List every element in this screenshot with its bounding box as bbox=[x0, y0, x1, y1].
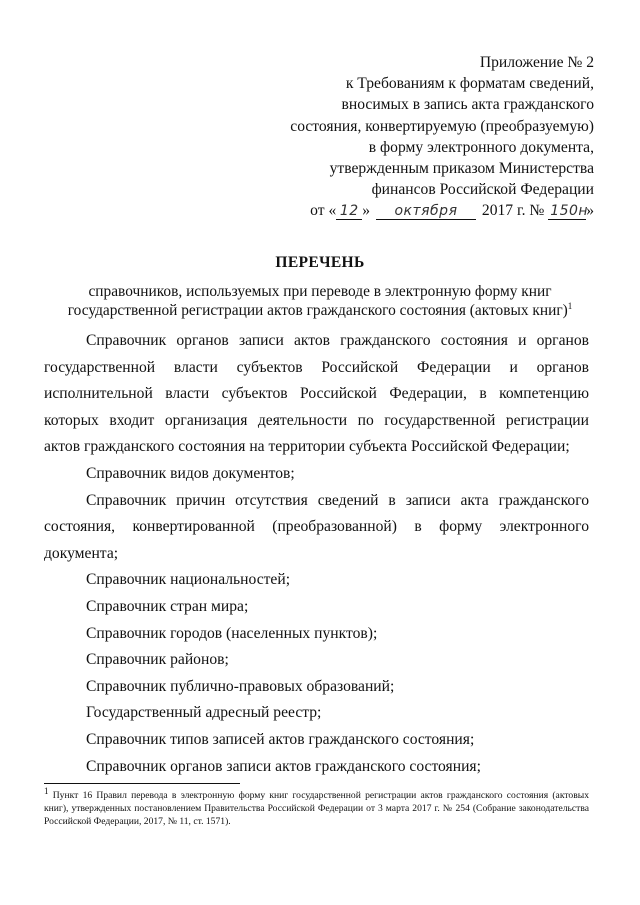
order-prefix: от « bbox=[310, 202, 337, 220]
document-subtitle bbox=[60, 283, 580, 320]
header-line: финансов Российской Федерации bbox=[371, 181, 594, 199]
header-line: Приложение № 2 bbox=[479, 54, 594, 71]
list-item: Справочник городов (населенных пунктов); bbox=[86, 624, 378, 642]
list-item: Справочник типов записей актов гражданского состояния; bbox=[86, 730, 475, 748]
list-item: Справочник органов записи актов гражданского состояния и органов государственной власти субъектов Российской Федерации и органов исполнительной власти субъектов Российской Федерации, в компетенцию которых входит организация деятельности по государственной регистрации актов гражданского состояния на территории субъекта Российской Федерации; bbox=[44, 332, 589, 456]
order-suffix: » bbox=[586, 202, 594, 220]
header-line: вносимых в запись акта гражданского bbox=[341, 96, 594, 114]
appendix-header bbox=[290, 52, 594, 222]
footnote-reference: 1 bbox=[567, 300, 573, 311]
list-item: Справочник национальностей; bbox=[86, 571, 291, 589]
list-item: Справочник видов документов; bbox=[86, 464, 295, 482]
document-title: ПЕРЕЧЕНЬ bbox=[275, 254, 365, 271]
list-item: Государственный адресный реестр; bbox=[86, 704, 322, 722]
list-item: Справочник публично-правовых образований; bbox=[86, 677, 395, 695]
order-mid: » bbox=[362, 202, 371, 220]
header-line: состояния, конвертируемую (преобразуемую) bbox=[290, 117, 594, 135]
header-line: утвержденным приказом Министерства bbox=[329, 160, 594, 178]
list-item: Справочник районов; bbox=[86, 651, 229, 669]
footnote-text: Пункт 16 Правил перевода в электронную форму книг государственной регистрации актов гражданского состояния (актовых книг), утвержденных постановлением Правительства Российской Федерации от 3 марта 2017 г. № 254 (Собрание законодательства Российской Федерации, 2017, № 11, ст. 1571). bbox=[44, 790, 589, 828]
subtitle-text: справочников, используемых при переводе в электронную форму книг государственной регистрации актов гражданского состояния (актовых книг) bbox=[67, 283, 568, 319]
order-year-text: 2017 г. № bbox=[481, 202, 545, 220]
directory-list bbox=[44, 328, 589, 780]
handwritten-day: 12 bbox=[336, 203, 362, 220]
handwritten-month: октября bbox=[376, 203, 476, 220]
list-item: Справочник органов записи актов гражданского состояния; bbox=[86, 757, 481, 775]
header-line: к Требованиям к форматам сведений, bbox=[345, 75, 594, 93]
order-date-line bbox=[290, 200, 594, 221]
header-line: в форму электронного документа, bbox=[368, 138, 594, 156]
footnote-divider bbox=[44, 783, 240, 784]
footnote bbox=[44, 785, 589, 829]
handwritten-order-number: 150н bbox=[550, 203, 589, 220]
list-item: Справочник стран мира; bbox=[86, 597, 249, 615]
list-item: Справочник причин отсутствия сведений в записи акта гражданского состояния, конвертированной (преобразованной) в форму электронного документа; bbox=[44, 491, 589, 562]
footnote-mark: 1 bbox=[44, 785, 49, 796]
